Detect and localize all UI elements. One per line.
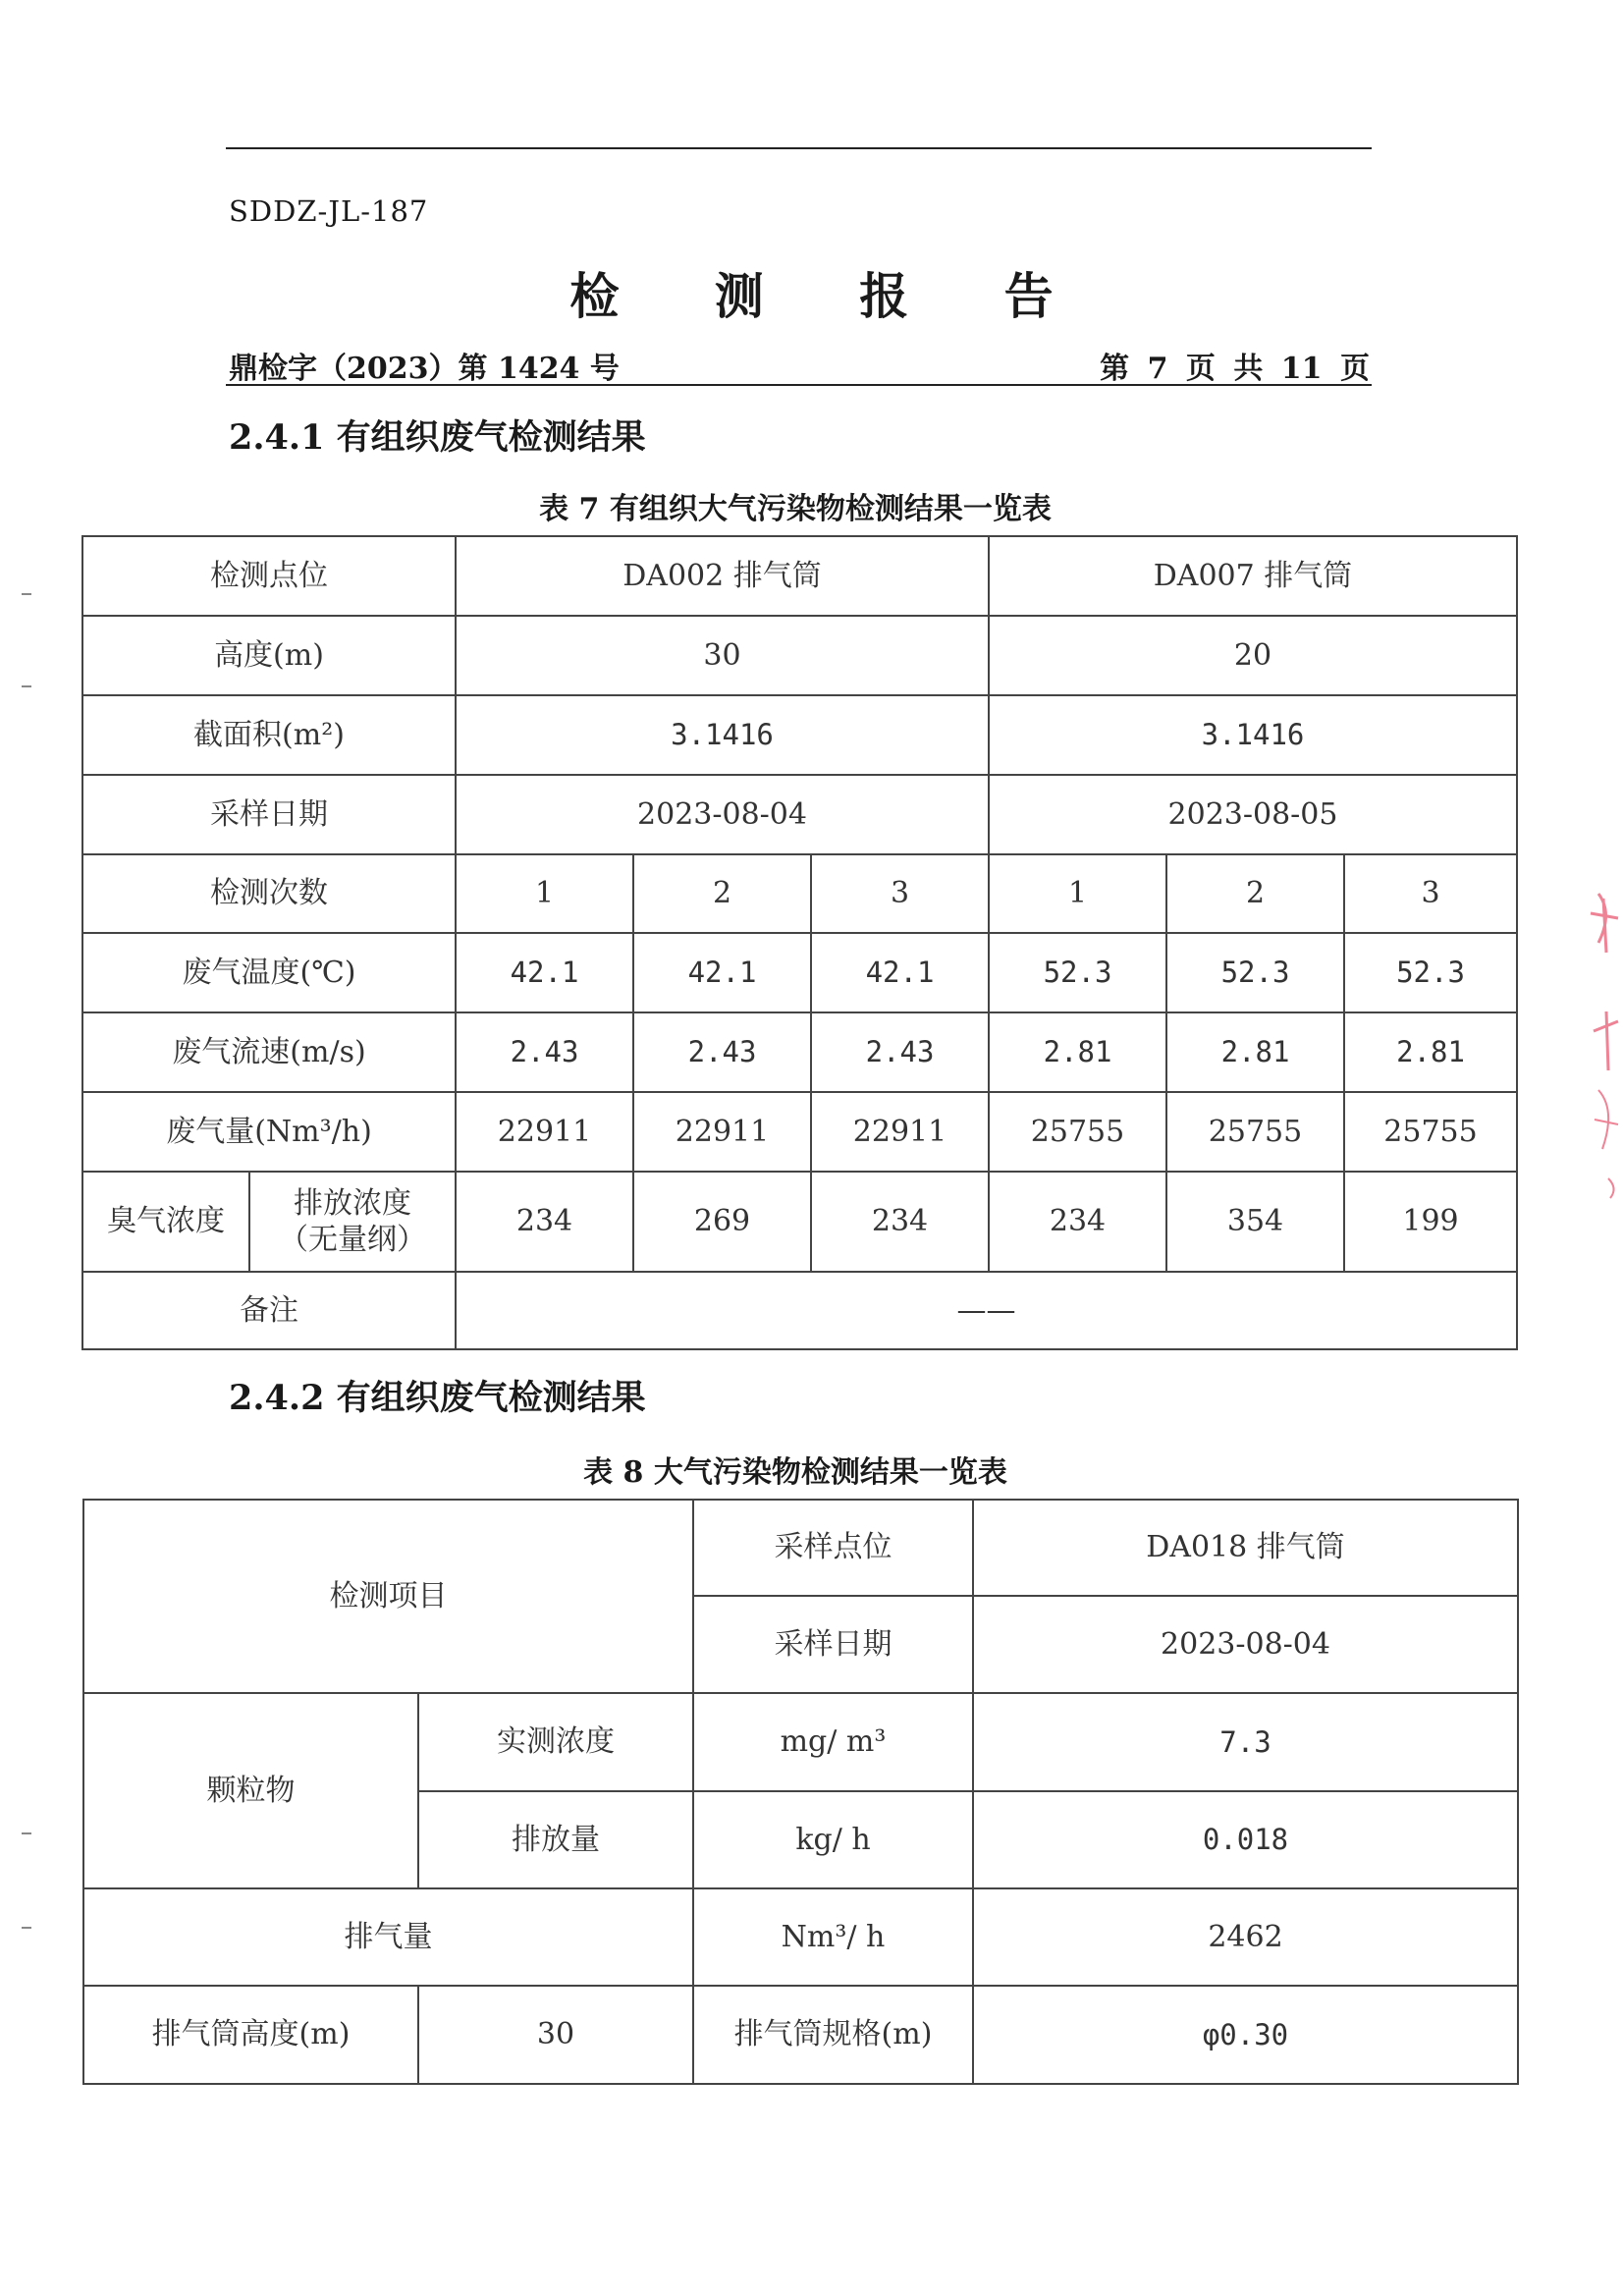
cell: 2023-08-05	[989, 775, 1517, 854]
document-code: SDDZ-JL-187	[229, 194, 429, 228]
cell: 42.1	[811, 933, 989, 1012]
unit-cell: kg/ h	[693, 1791, 973, 1888]
cell: 2.43	[633, 1012, 811, 1092]
cell: 2.81	[989, 1012, 1166, 1092]
cell: 269	[633, 1172, 811, 1272]
top-rule	[226, 147, 1372, 149]
cell: 25755	[989, 1092, 1166, 1172]
table-row	[82, 775, 1517, 854]
cell: 30	[418, 1986, 693, 2084]
page-info: 第 7 页 共 11 页	[1100, 352, 1370, 386]
report-number: 鼎检字（2023）第 1424 号	[229, 352, 620, 386]
table-row	[82, 1012, 1517, 1092]
cell: 20	[989, 616, 1517, 695]
cell: 22911	[456, 1092, 633, 1172]
table-row	[82, 1172, 1517, 1272]
unit-cell: Nm³/ h	[693, 1888, 973, 1986]
row-label: 颗粒物	[83, 1693, 418, 1888]
cell: 3.1416	[456, 695, 989, 775]
cell: 52.3	[989, 933, 1166, 1012]
table-7	[81, 535, 1518, 1350]
cell: 199	[1344, 1172, 1517, 1272]
table-row	[82, 854, 1517, 933]
cell: 7.3	[973, 1693, 1518, 1791]
cell: 2	[1166, 854, 1344, 933]
cell: 42.1	[456, 933, 633, 1012]
partial-seal-stamp	[1569, 874, 1623, 1228]
row-label: 废气流速(m/s)	[82, 1012, 456, 1092]
row-label: 高度(m)	[82, 616, 456, 695]
cell: 52.3	[1166, 933, 1344, 1012]
row-label: 检测点位	[82, 536, 456, 616]
margin-mark	[22, 593, 31, 595]
cell: 2023-08-04	[973, 1596, 1518, 1693]
cell: 2.81	[1344, 1012, 1517, 1092]
table-row	[82, 1092, 1517, 1172]
row-label: 排气筒规格(m)	[693, 1986, 973, 2084]
table-row	[82, 695, 1517, 775]
row-label: 臭气浓度	[82, 1172, 249, 1272]
report-title: 检 测 报 告	[569, 267, 1093, 325]
row-sublabel: 排放浓度（无量纲）	[249, 1172, 456, 1272]
row-label: 采样日期	[82, 775, 456, 854]
cell: 1	[989, 854, 1166, 933]
cell: 234	[989, 1172, 1166, 1272]
cell: 3	[1344, 854, 1517, 933]
unit-cell: mg/ m³	[693, 1693, 973, 1791]
row-label: 排气量	[83, 1888, 693, 1986]
cell: 3	[811, 854, 989, 933]
table-row	[83, 1500, 1518, 1596]
table-row	[82, 1272, 1517, 1349]
section-title-2-4-2: 2.4.2 有组织废气检测结果	[229, 1378, 646, 1418]
cell: 52.3	[1344, 933, 1517, 1012]
row-label: 排气筒高度(m)	[83, 1986, 418, 2084]
table-7-caption: 表 7 有组织大气污染物检测结果一览表	[539, 492, 1052, 526]
table-row	[82, 616, 1517, 695]
cell: 2.43	[811, 1012, 989, 1092]
table-row	[82, 933, 1517, 1012]
row-label: 截面积(m²)	[82, 695, 456, 775]
row-label: 检测项目	[83, 1500, 693, 1693]
row-label: 采样日期	[693, 1596, 973, 1693]
cell: 234	[811, 1172, 989, 1272]
cell: DA018 排气筒	[973, 1500, 1518, 1596]
margin-mark	[22, 685, 31, 687]
row-label: 废气量(Nm³/h)	[82, 1092, 456, 1172]
row-sublabel: 实测浓度	[418, 1693, 693, 1791]
margin-mark	[22, 1927, 31, 1929]
section-title-2-4-1: 2.4.1 有组织废气检测结果	[229, 417, 646, 458]
cell: 0.018	[973, 1791, 1518, 1888]
table-row	[83, 1693, 1518, 1791]
cell: 42.1	[633, 933, 811, 1012]
cell: 22911	[633, 1092, 811, 1172]
cell: 25755	[1166, 1092, 1344, 1172]
cell: 2.43	[456, 1012, 633, 1092]
row-sublabel: 排放量	[418, 1791, 693, 1888]
table-row	[83, 1888, 1518, 1986]
cell: DA002 排气筒	[456, 536, 989, 616]
cell: 3.1416	[989, 695, 1517, 775]
cell: 2023-08-04	[456, 775, 989, 854]
row-label: 采样点位	[693, 1500, 973, 1596]
cell: 25755	[1344, 1092, 1517, 1172]
cell: 2462	[973, 1888, 1518, 1986]
row-label: 备注	[82, 1272, 456, 1349]
row-label: 检测次数	[82, 854, 456, 933]
header-underline	[226, 384, 1372, 386]
margin-mark	[22, 1832, 31, 1834]
cell: 2	[633, 854, 811, 933]
cell: 234	[456, 1172, 633, 1272]
table-row	[82, 536, 1517, 616]
cell: 354	[1166, 1172, 1344, 1272]
cell: 22911	[811, 1092, 989, 1172]
table-8	[82, 1499, 1519, 2085]
cell: 2.81	[1166, 1012, 1344, 1092]
row-label: 废气温度(℃)	[82, 933, 456, 1012]
cell: 1	[456, 854, 633, 933]
table-row	[83, 1986, 1518, 2084]
note-cell: ——	[456, 1272, 1517, 1349]
cell: φ0.30	[973, 1986, 1518, 2084]
table-8-caption: 表 8 大气污染物检测结果一览表	[583, 1455, 1007, 1490]
cell: DA007 排气筒	[989, 536, 1517, 616]
cell: 30	[456, 616, 989, 695]
